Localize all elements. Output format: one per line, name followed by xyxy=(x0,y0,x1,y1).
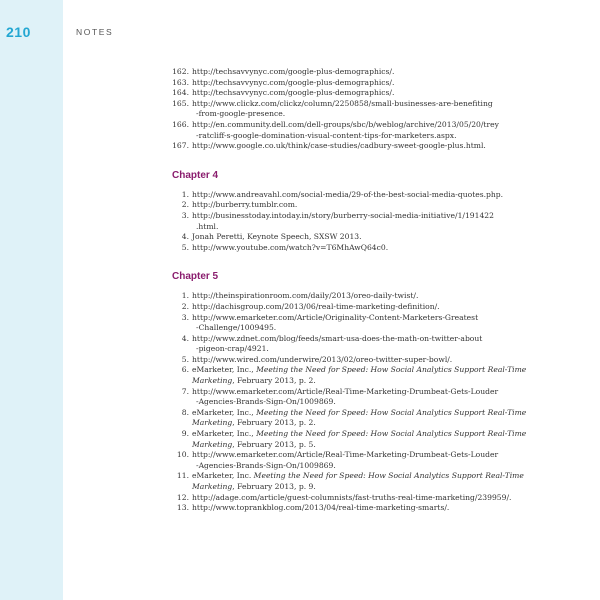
note-item xyxy=(172,67,532,78)
note-item xyxy=(172,302,532,313)
note-number: 167. xyxy=(172,141,189,151)
chapter-heading: Chapter 4 xyxy=(172,169,219,181)
note-item xyxy=(172,429,532,450)
note-number: 11. xyxy=(176,471,189,481)
note-item xyxy=(172,471,532,492)
note-text: , February 2013, p. 2. xyxy=(232,418,316,428)
note-number: 8. xyxy=(181,407,189,417)
note-text: , February 2013, p. 2. xyxy=(232,376,316,386)
note-number: 4. xyxy=(181,232,189,242)
notes-list xyxy=(172,190,532,254)
note-number: 5. xyxy=(181,242,189,252)
note-text: -ratcliff-s-google-domination-visual-content-tips-for-marketers.aspx. xyxy=(196,130,457,140)
note-item xyxy=(172,291,532,302)
note-item xyxy=(172,450,532,471)
note-item xyxy=(172,334,532,355)
note-text[interactable]: http://www.youtube.com/watch?v=T6MhAwQ64c0. xyxy=(192,242,389,252)
note-number: 1. xyxy=(181,189,189,199)
note-text: Jonah Peretti, Keynote Speech, SXSW 2013. xyxy=(192,232,362,242)
note-item xyxy=(172,355,532,366)
note-number: 13. xyxy=(176,503,189,513)
note-item xyxy=(172,78,532,89)
note-text[interactable]: http://www.google.co.uk/think/case-studies/cadbury-sweet-google-plus.html. xyxy=(192,141,486,151)
note-text[interactable]: http://www.emarketer.com/Article/Real-Time-Marketing-Drumbeat-Gets-Louder xyxy=(192,450,499,460)
note-title: Meeting the Need for Speed: How Social Analytics Support Real-Time Marketing xyxy=(192,407,527,428)
note-text[interactable]: http://businesstoday.intoday.in/story/burberry-social-media-initiative/1/191422 xyxy=(192,210,494,220)
note-item xyxy=(172,387,532,408)
note-text: -Challenge/1009495. xyxy=(196,323,277,333)
note-number: 2. xyxy=(181,200,189,210)
margin-band xyxy=(0,0,63,600)
note-number: 6. xyxy=(181,365,189,375)
note-number: 163. xyxy=(172,77,189,87)
running-head: NOTES xyxy=(76,27,114,37)
note-number: 3. xyxy=(181,312,189,322)
note-text[interactable]: http://www.toprankblog.com/2013/04/real-time-marketing-smarts/. xyxy=(192,503,450,513)
note-text: -Agencies-Brands-Sign-On/1009869. xyxy=(196,397,336,407)
note-text[interactable]: http://techsavvynyc.com/google-plus-demographics/. xyxy=(192,67,395,76)
note-item xyxy=(172,211,532,232)
note-item xyxy=(172,88,532,99)
note-number: 3. xyxy=(181,210,189,220)
note-number: 164. xyxy=(172,88,189,98)
note-text[interactable]: http://www.andreavahl.com/social-media/29-of-the-best-social-media-quotes.php. xyxy=(192,189,504,199)
note-item xyxy=(172,243,532,254)
note-item xyxy=(172,232,532,243)
note-text: -Agencies-Brands-Sign-On/1009869. xyxy=(196,460,336,470)
note-number: 162. xyxy=(172,67,189,76)
note-text[interactable]: http://techsavvynyc.com/google-plus-demographics/. xyxy=(192,88,395,98)
note-text[interactable]: http://techsavvynyc.com/google-plus-demographics/. xyxy=(192,77,395,87)
note-text: eMarketer, Inc., xyxy=(192,407,257,417)
note-text[interactable]: http://theinspirationroom.com/daily/2013/oreo-daily-twist/. xyxy=(192,291,419,301)
notes-content xyxy=(172,67,532,514)
note-text[interactable]: http://adage.com/article/guest-columnists/fast-truths-real-time-marketing/239959/. xyxy=(192,492,512,502)
note-text: , February 2013, p. 9. xyxy=(232,482,316,491)
note-number: 165. xyxy=(172,98,189,108)
note-text[interactable]: http://www.clickz.com/clickz/column/2250858/small-businesses-are-benefiting xyxy=(192,98,493,108)
note-item xyxy=(172,365,532,386)
note-item xyxy=(172,313,532,334)
note-item xyxy=(172,408,532,429)
note-number: 10. xyxy=(176,450,189,460)
notes-list xyxy=(172,291,532,513)
note-number: 166. xyxy=(172,119,189,129)
note-text[interactable]: http://www.emarketer.com/Article/Real-Time-Marketing-Drumbeat-Gets-Louder xyxy=(192,386,499,396)
note-text: .html. xyxy=(196,221,219,231)
note-text: eMarketer, Inc., xyxy=(192,365,257,375)
note-number: 5. xyxy=(181,354,189,364)
note-item xyxy=(172,141,532,152)
note-title: Meeting the Need for Speed: How Social Analytics Support Real-Time Marketing xyxy=(192,429,527,449)
note-item xyxy=(172,99,532,120)
note-number: 7. xyxy=(181,386,189,396)
note-number: 4. xyxy=(181,333,189,343)
note-item xyxy=(172,200,532,211)
note-text: -from-google-presence. xyxy=(196,109,286,119)
note-text[interactable]: http://dachisgroup.com/2013/06/real-time-marketing-definition/. xyxy=(192,301,440,311)
note-text[interactable]: http://en.community.dell.com/dell-groups/sbc/b/weblog/archive/2013/05/20/trey xyxy=(192,119,499,129)
note-title: Meeting the Need for Speed: How Social Analytics Support Real-Time Marketing xyxy=(192,471,524,491)
note-item xyxy=(172,120,532,141)
chapter-heading: Chapter 5 xyxy=(172,271,219,283)
note-text: eMarketer, Inc. xyxy=(192,471,254,481)
note-text: eMarketer, Inc., xyxy=(192,429,257,439)
note-text[interactable]: http://www.zdnet.com/blog/feeds/smart-usa-does-the-math-on-twitter-about xyxy=(192,333,483,343)
note-text: , February 2013, p. 5. xyxy=(232,439,316,449)
notes-list xyxy=(172,67,532,152)
note-number: 2. xyxy=(181,301,189,311)
note-number: 9. xyxy=(181,429,189,439)
note-number: 12. xyxy=(176,492,189,502)
note-text[interactable]: http://burberry.tumblr.com. xyxy=(192,200,298,210)
note-text[interactable]: http://www.emarketer.com/Article/Originality-Content-Marketers-Greatest xyxy=(192,312,479,322)
page-number: 210 xyxy=(6,24,31,40)
note-item xyxy=(172,493,532,504)
note-text: -pigeon-crap/4921. xyxy=(196,344,269,354)
note-number: 1. xyxy=(181,291,189,301)
note-item xyxy=(172,503,532,514)
note-item xyxy=(172,190,532,201)
note-text[interactable]: http://www.wired.com/underwire/2013/02/oreo-twitter-super-bowl/. xyxy=(192,354,453,364)
note-title: Meeting the Need for Speed: How Social Analytics Support Real-Time Marketing xyxy=(192,365,527,386)
